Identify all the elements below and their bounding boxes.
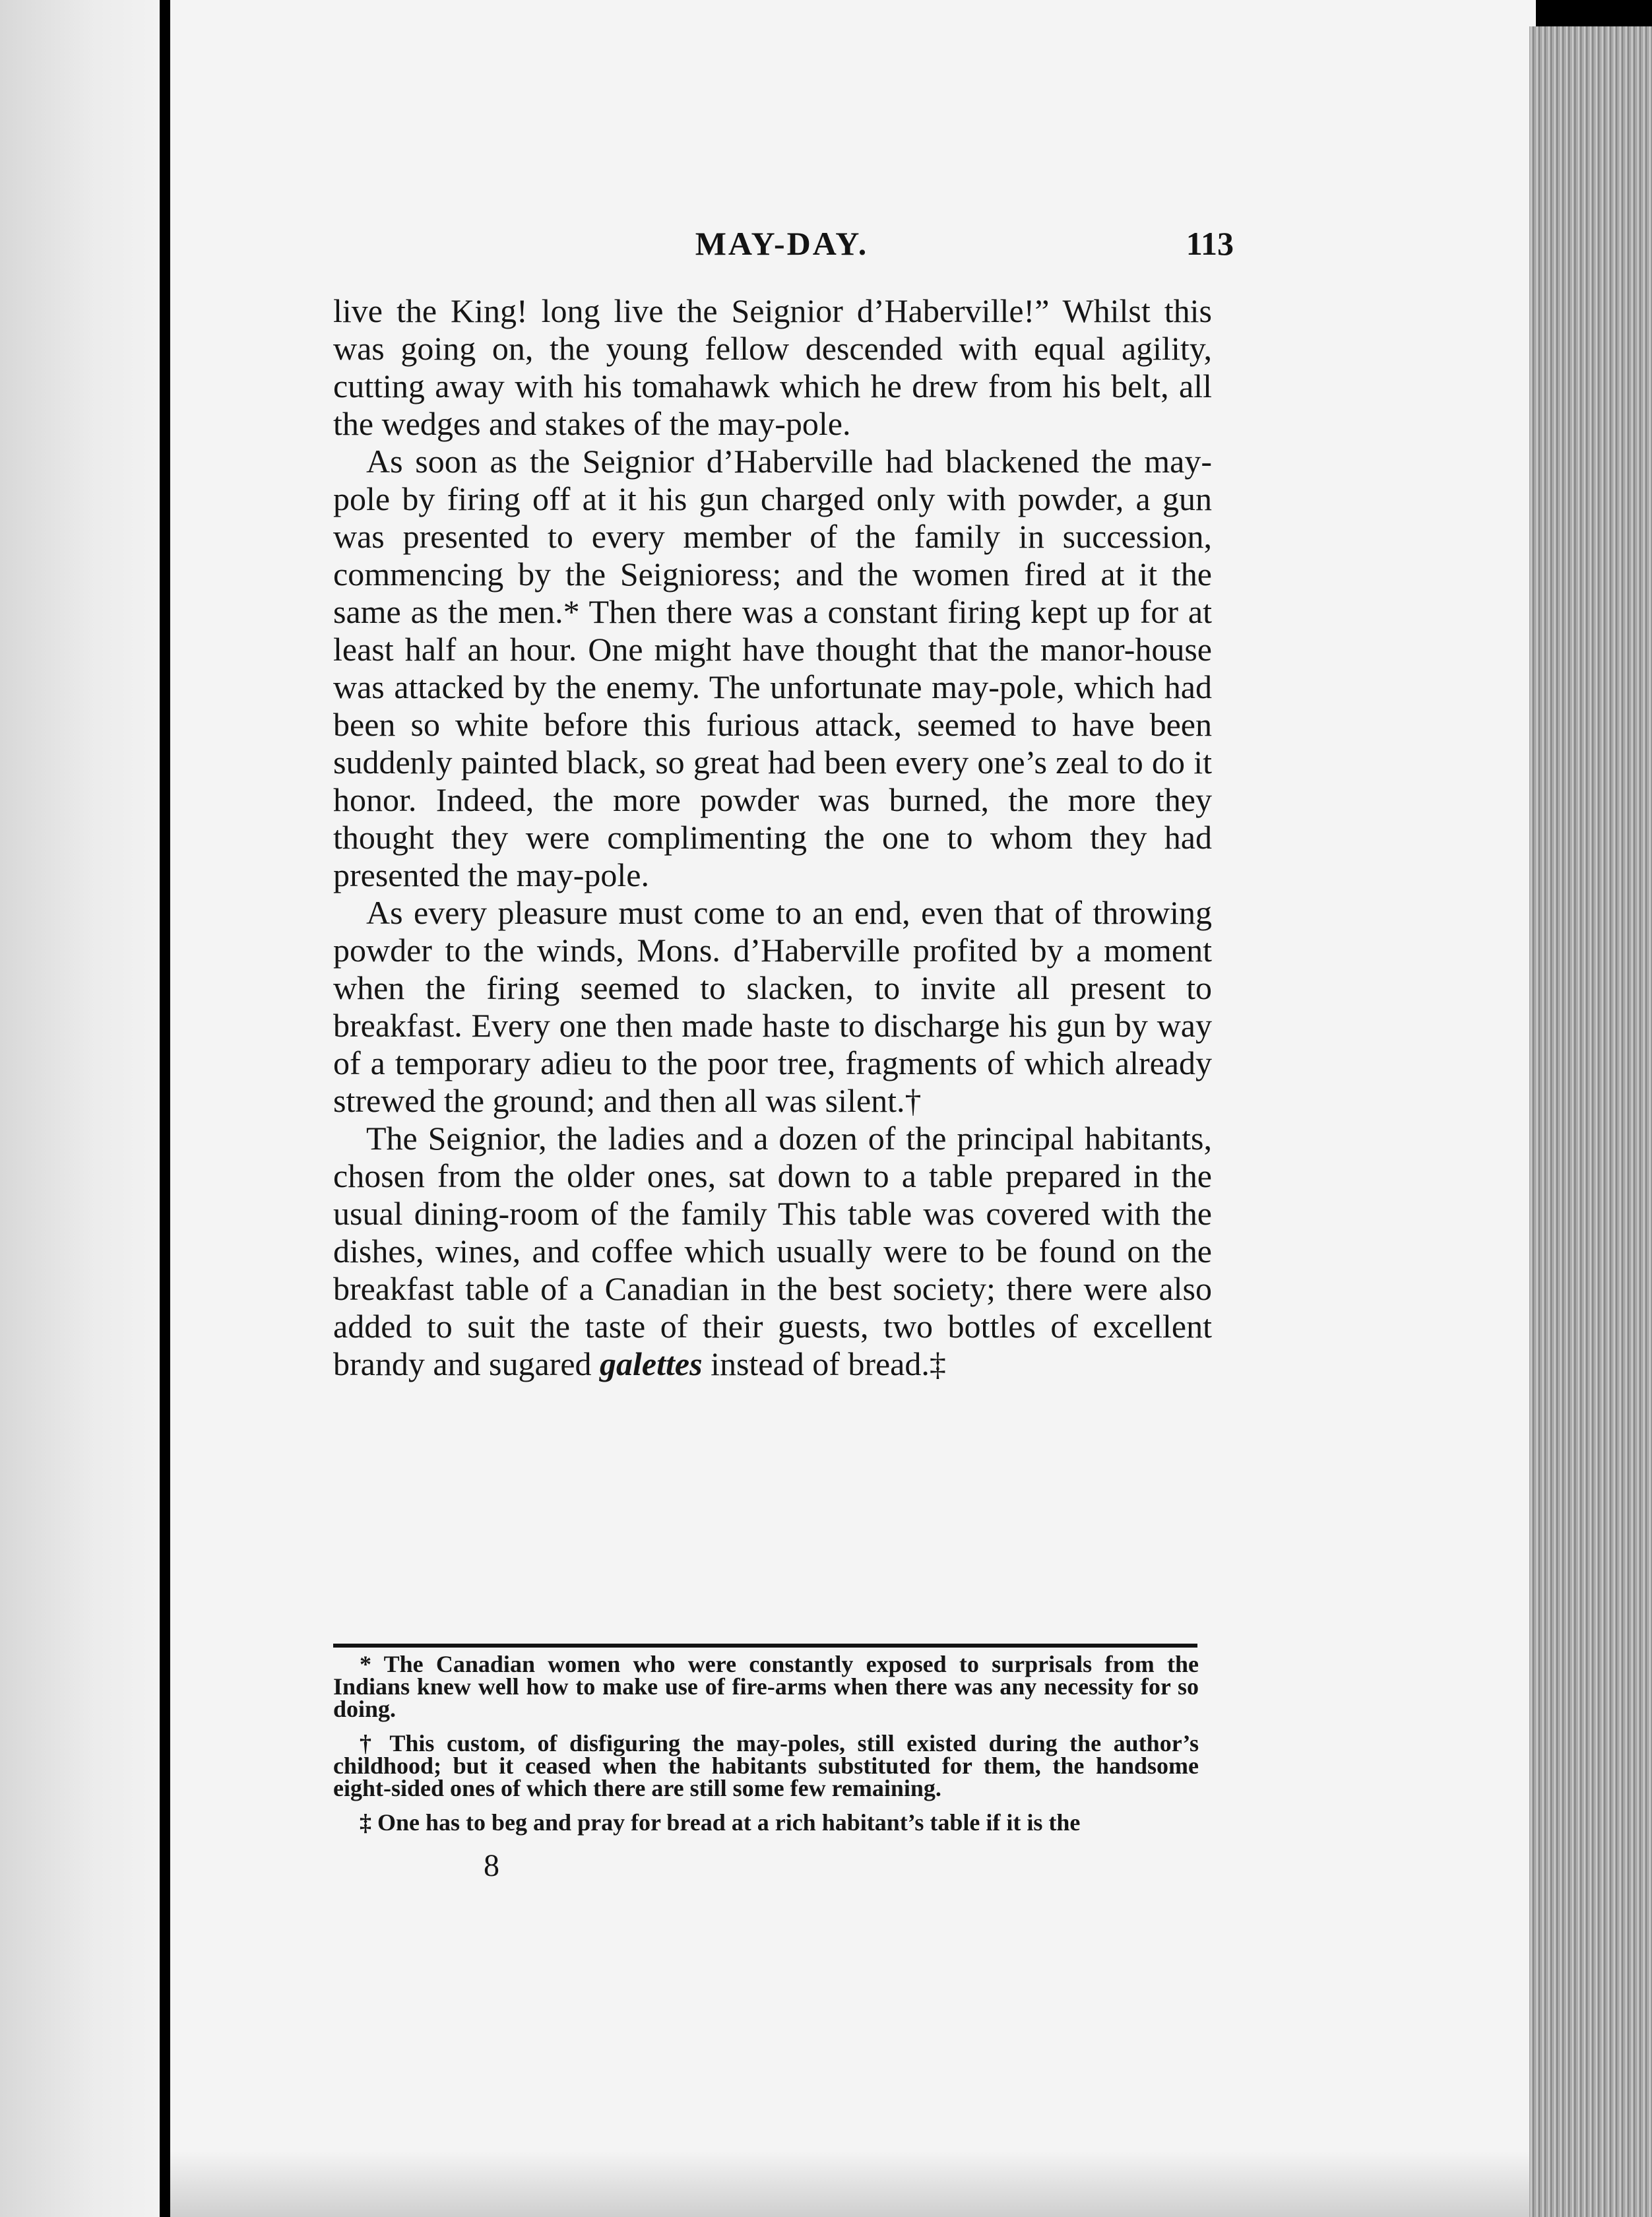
paragraph-text: instead of bread.‡ xyxy=(702,1345,946,1382)
italic-term: galettes xyxy=(600,1345,703,1382)
left-facing-page xyxy=(0,0,160,2217)
paragraph: live the King! long live the Seignior d’Haberville!” Whilst this was going on, the young fellow descended with equal agility, cutting away with his tomahawk which he drew from his belt, all the wedges and stakes of the may-pole. xyxy=(333,292,1212,442)
footnote: ‡ One has to beg and pray for bread at a rich habitant’s table if it is the xyxy=(360,1809,1081,1836)
page-bottom-shadow xyxy=(170,2151,1529,2217)
page-header xyxy=(330,224,1234,277)
footnote: * The Canadian women who were constantly exposed to surprisals from the Indians knew well how to make use of fire-arms when there was any necessity for so doing. xyxy=(333,1651,1199,1722)
paragraph xyxy=(333,1120,1212,1383)
footnote-rule xyxy=(333,1644,1197,1648)
footnotes xyxy=(333,1653,1199,1846)
paragraph: As every pleasure must come to an end, even that of throwing powder to the winds, Mons. d’Haberville profited by a moment when the firing seemed to slacken, to invite all present to breakfast. Every one then made haste to discharge his gun by way of a temporary adieu to the poor tree, fragments of which already strewed the ground; and then all was silent.† xyxy=(333,894,1212,1119)
page-edges xyxy=(1529,26,1652,2217)
running-title: MAY-DAY. xyxy=(695,225,869,262)
footnote: † This custom, of disfiguring the may-poles, still existed during the author’s childhood; but it ceased when the habitants substituted for them, the handsome eight-sided ones of which there are still some few remaining. xyxy=(333,1730,1199,1801)
paragraph-text: The Seignior, the ladies and a dozen of the principal habitants, chosen from the older ones, sat down to a table prepared in the usual dining-room of the family This table was covered with the dishes, wines, and coffee which usually were to be found on the breakfast table of a Canadian in the best society; there were also added to suit the taste of their guests, two bottles of excellent brandy and sugared xyxy=(333,1120,1212,1382)
body-text xyxy=(333,292,1212,1383)
page-number: 113 xyxy=(1186,225,1234,262)
paragraph: As soon as the Seignior d’Haberville had blackened the may-pole by firing off at it his gun charged only with powder, a gun was presented to every member of the family in succession, commencing by the Seignioress; and the women fired at it the same as the men.* Then there was a constant firing kept up for at least half an hour. One might have thought that the manor-house was attacked by the enemy. The unfortunate may-pole, which had been so white before this furious attack, seemed to have been suddenly painted black, so great had been every one’s zeal to do it honor. Indeed, the more powder was burned, the more they thought they were complimenting the one to whom they had presented the may-pole. xyxy=(333,443,1212,893)
signature-mark: 8 xyxy=(484,1848,499,1883)
